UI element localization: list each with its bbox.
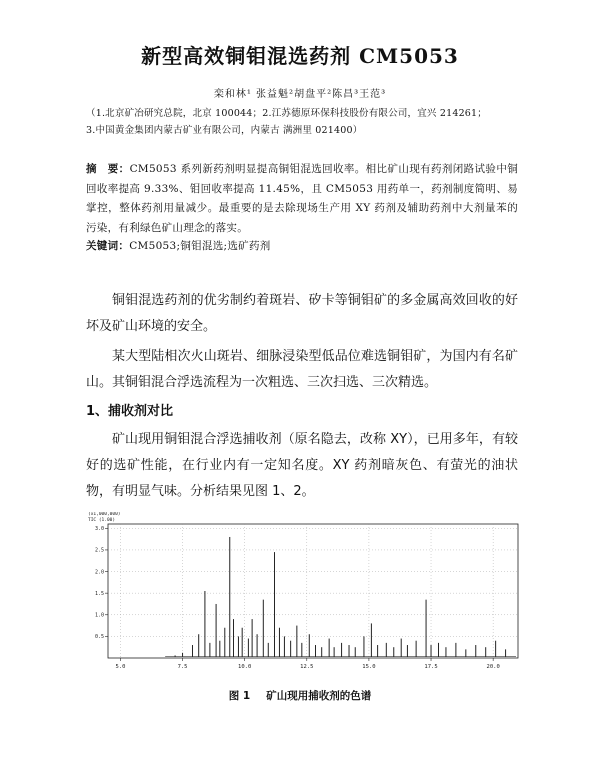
figure-caption-text: 矿山现用捕收剂的色谱 [266, 690, 372, 702]
body-paragraph-3: 矿山现用铜钼混合浮选捕收剂（原名隐去，改称 XY），已用多年，有较好的选矿性能，在行业内有一定知名度。XY 药剂暗灰色、有萤光的油状物，有明显气味。分析结果见图 1、2。 [86, 432, 518, 499]
keywords-text: CM5053;铜钼混选;选矿药剂 [129, 240, 271, 252]
keywords-label: 关键词： [86, 240, 130, 252]
author-list: 栾和林¹ 张益魁²胡盘平²陈昌³王范³ [213, 89, 387, 100]
abstract-text: CM5053 系列新药剂明显提高铜钼混选回收率。相比矿山现有药剂闭路试验中铜回收率提高 9.33%、钼回收率提高 11.45%，且 CM5053 用药单一，药剂制度简明、易掌控，整体药剂用量减少。最重要的是去除现场生产用 XY 药剂及辅助药剂中大剂量苯的污染，有利绿色矿山理念的落实。 [86, 163, 519, 234]
y-tick-label: 1.0 [94, 612, 104, 619]
x-tick-label: 7.5 [177, 664, 188, 670]
plot-frame [108, 524, 518, 658]
x-tick-label: 12.5 [300, 664, 314, 670]
y-tick-label: 3.0 [94, 526, 104, 533]
chromatogram-chart [86, 512, 526, 672]
section-heading-1: 1、捕收剂对比 [86, 404, 174, 419]
abstract [86, 160, 518, 238]
chart-header-line: (x1,000,000) [88, 512, 121, 517]
keywords [86, 238, 518, 253]
x-tick-label: 20.0 [486, 664, 500, 670]
y-tick-label: 2.5 [94, 547, 104, 554]
x-tick-label: 10.0 [238, 664, 252, 670]
x-tick-label: 5.0 [115, 664, 126, 670]
y-tick-label: 2.0 [94, 569, 104, 576]
x-tick-label: 15.0 [362, 664, 376, 670]
body-paragraph-1: 铜钼混选药剂的优劣制约着斑岩、矽卡等铜钼矿的多金属高效回收的好坏及矿山环境的安全。 [86, 293, 518, 334]
affiliation-line-1: （1.北京矿冶研究总院，北京 100044；2.江苏德原环保科技股份有限公司，宜兴 214261； [86, 108, 487, 119]
figure-caption [0, 688, 600, 703]
y-tick-label: 0.5 [94, 634, 104, 641]
chromatogram-figure [86, 512, 526, 672]
figure-number: 图 1 [228, 690, 251, 702]
x-tick-label: 17.5 [424, 664, 438, 670]
affiliation-line-2: 3.中国黄金集团内蒙古矿业有限公司，内蒙古 满洲里 021400） [86, 125, 363, 136]
paper-title: 新型高效铜钼混选药剂 CM5053 [141, 44, 459, 68]
chart-header-line: TIC (1.00) [88, 518, 116, 523]
abstract-label: 摘 要： [86, 163, 130, 175]
y-tick-label: 1.5 [94, 590, 104, 597]
body-paragraph-2: 某大型陆相次火山斑岩、细脉浸染型低品位难选铜钼矿，为国内有名矿山。其铜钼混合浮选流程为一次粗选、三次扫选、三次精选。 [86, 349, 518, 390]
